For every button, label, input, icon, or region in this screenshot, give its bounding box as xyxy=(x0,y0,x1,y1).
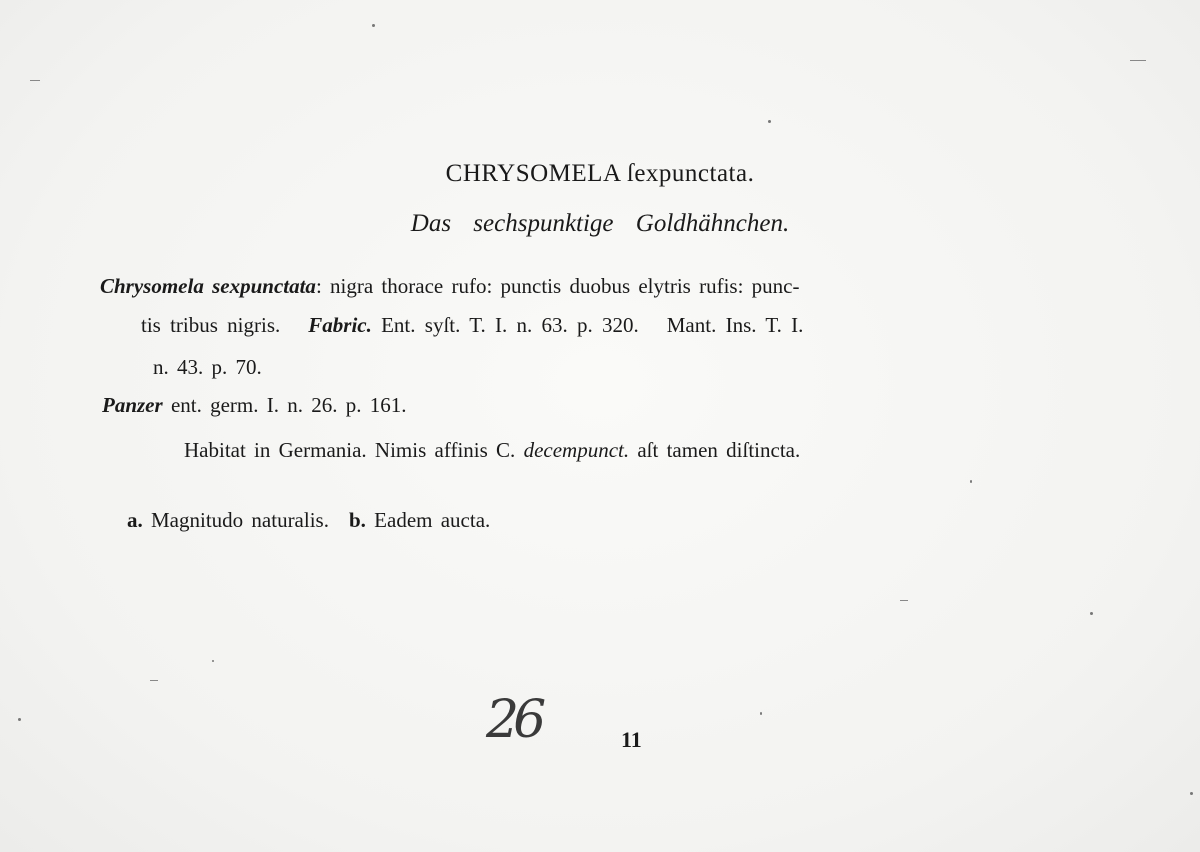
figure-label-a: a. xyxy=(127,508,143,532)
handwritten-number: 26 xyxy=(486,690,541,750)
reference-text: Mant. Ins. T. I. xyxy=(666,313,804,337)
paper-speck xyxy=(18,718,21,721)
author-name: Fabric. xyxy=(308,313,372,337)
paper-speck xyxy=(760,712,762,715)
habitat-text: Habitat in Germania. Nimis affinis C. xyxy=(184,438,516,462)
figure-label-b: b. xyxy=(348,508,366,532)
page-number: 11 xyxy=(621,727,642,752)
paper-speck xyxy=(212,660,214,662)
figure-caption xyxy=(127,508,490,533)
paper-mark xyxy=(900,600,908,601)
description-line-1 xyxy=(100,274,800,299)
document-subtitle: Das sechspunktige Goldhähnchen. xyxy=(410,210,790,237)
paper-mark xyxy=(1130,60,1146,61)
paper-speck xyxy=(1090,612,1093,615)
figure-text-a: Magnitudo naturalis. xyxy=(151,508,329,532)
paper-speck xyxy=(970,480,972,483)
reference-text: ent. germ. I. n. 26. p. 161. xyxy=(170,393,407,417)
paper-mark xyxy=(30,80,40,81)
reference-text: n. 43. p. 70. xyxy=(153,355,262,379)
description-text: : nigra thorace rufo: punctis duobus elytris rufis: punc- xyxy=(315,274,800,298)
document-title: CHRYSOMELA ſexpunctata. xyxy=(445,160,755,187)
description-line-4 xyxy=(102,393,406,418)
habitat-line xyxy=(184,438,800,463)
genus-name: Chrysomela sexpunctata xyxy=(100,274,316,298)
species-name: decempunct. xyxy=(523,438,630,462)
paper-speck xyxy=(768,120,771,123)
habitat-text: aſt tamen diſtincta. xyxy=(637,438,801,462)
reference-text: Ent. syſt. T. I. n. 63. p. 320. xyxy=(381,313,639,337)
description-text: tis tribus nigris. xyxy=(141,313,281,337)
description-line-2 xyxy=(141,313,803,338)
author-name: Panzer xyxy=(102,393,163,417)
figure-text-b: Eadem aucta. xyxy=(374,508,491,532)
paper-speck xyxy=(372,24,375,27)
paper-speck xyxy=(1190,792,1193,795)
paper-mark xyxy=(150,680,158,681)
description-line-3 xyxy=(153,355,262,380)
